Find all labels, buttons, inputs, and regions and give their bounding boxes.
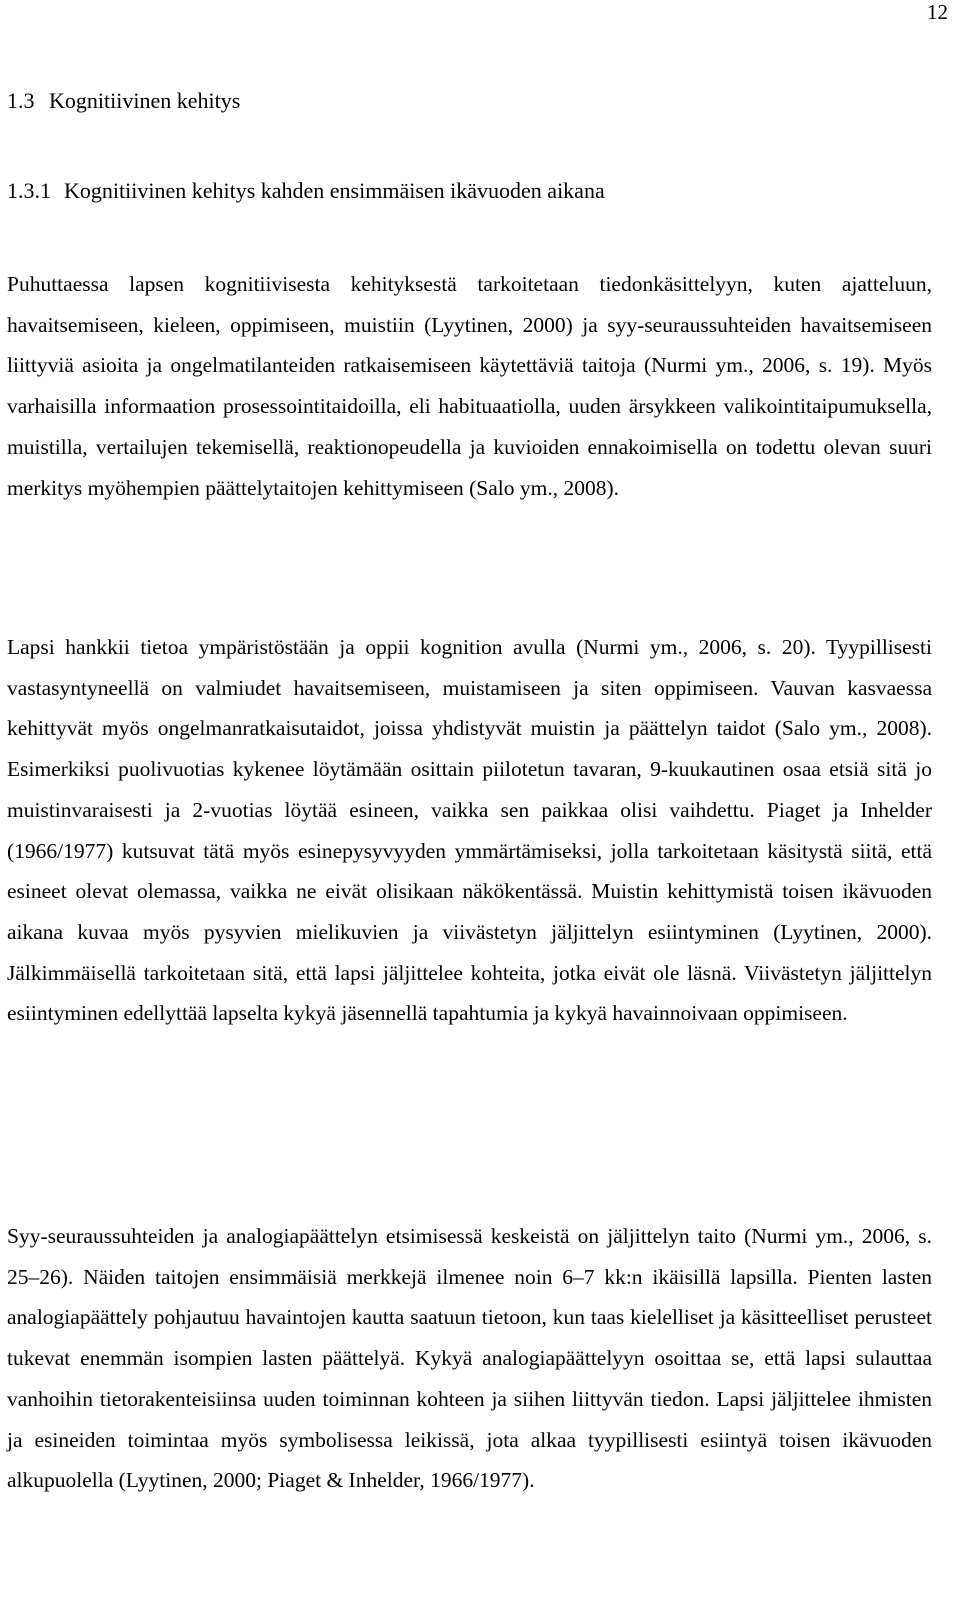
section-heading bbox=[7, 88, 240, 114]
section-number: 1.3 bbox=[7, 88, 35, 113]
body-paragraph: Syy-seuraussuhteiden ja analogiapäättelyn etsimisessä keskeistä on jäljittelyn taito (Nurmi ym., 2006, s. 25–26). Näiden taitojen ensimmäisiä merkkejä ilmenee noin 6–7 kk:n ikäisillä lapsilla. Pienten lasten analogiapäättely pohjautuu havaintojen kautta saatuun tietoon, kun taas kielelliset ja käsitteelliset perusteet tukevat enemmän isompien lasten päättelyä. Kykyä analogiapäättelyyn osoittaa se, että lapsi sulauttaa vanhoihin tietorakenteisiinsa uuden toiminnan kohteen ja siihen liittyvän tiedon. Lapsi jäljittelee ihmisten ja esineiden toimintaa myös symbolisessa leikissä, jota alkaa tyypillisesti esiintyä toisen ikävuoden alkupuolella (Lyytinen, 2000; Piaget & Inhelder, 1966/1977). bbox=[7, 1224, 932, 1493]
page-number: 12 bbox=[927, 0, 948, 24]
subsection-heading bbox=[7, 178, 605, 204]
section-title: Kognitiivinen kehitys bbox=[49, 88, 241, 113]
body-paragraph: Puhuttaessa lapsen kognitiivisesta kehityksestä tarkoitetaan tiedonkäsittelyyn, kuten ajatteluun, havaitsemiseen, kieleen, oppimiseen, muistiin (Lyytinen, 2000) ja syy-seuraussuhteiden havaitsemiseen liittyviä asioita ja ongelmatilanteiden ratkaisemiseen käytettäviä taitoja (Nurmi ym., 2006, s. 19). Myös varhaisilla informaation prosessointitaidoilla, eli habituaatiolla, uuden ärsykkeen valikointitaipumuksella, muistilla, vertailujen tekemisellä, reaktionopeudella ja kuvioiden ennakoimisella on todettu olevan suuri merkitys myöhempien päättelytaitojen kehittymiseen (Salo ym., 2008). bbox=[7, 272, 932, 500]
subsection-number: 1.3.1 bbox=[7, 178, 51, 203]
subsection-title: Kognitiivinen kehitys kahden ensimmäisen ikävuoden aikana bbox=[64, 178, 605, 203]
body-paragraph: Lapsi hankkii tietoa ympäristöstään ja oppii kognition avulla (Nurmi ym., 2006, s. 20). Tyypillisesti vastasyntyneellä on valmiudet havaitsemiseen, muistamiseen ja siten oppimiseen. Vauvan kasvaessa kehittyvät myös ongelmanratkaisutaidot, joissa yhdistyvät muistin ja päättelyn taidot (Salo ym., 2008). Esimerkiksi puolivuotias kykenee löytämään osittain piilotetun tavaran, 9-kuukautinen osaa etsiä sitä jo muistinvaraisesti ja 2-vuotias löytää esineen, vaikka sen paikkaa olisi vaihdettu. Piaget ja Inhelder (1966/1977) kutsuvat tätä myös esinepysyvyyden ymmärtämiseksi, jolla tarkoitetaan käsitystä siitä, että esineet olevat olemassa, vaikka ne eivät olisikaan näkökentässä. Muistin kehittymistä toisen ikävuoden aikana kuvaa myös pysyvien mielikuvien ja viivästetyn jäljittelyn esiintyminen (Lyytinen, 2000). Jälkimmäisellä tarkoitetaan sitä, että lapsi jäljittelee kohteita, jotka eivät ole läsnä. Viivästetyn jäljittelyn esiintyminen edellyttää lapselta kykyä jäsennellä tapahtumia ja kykyä havainnoivaan oppimiseen. bbox=[7, 635, 932, 1026]
